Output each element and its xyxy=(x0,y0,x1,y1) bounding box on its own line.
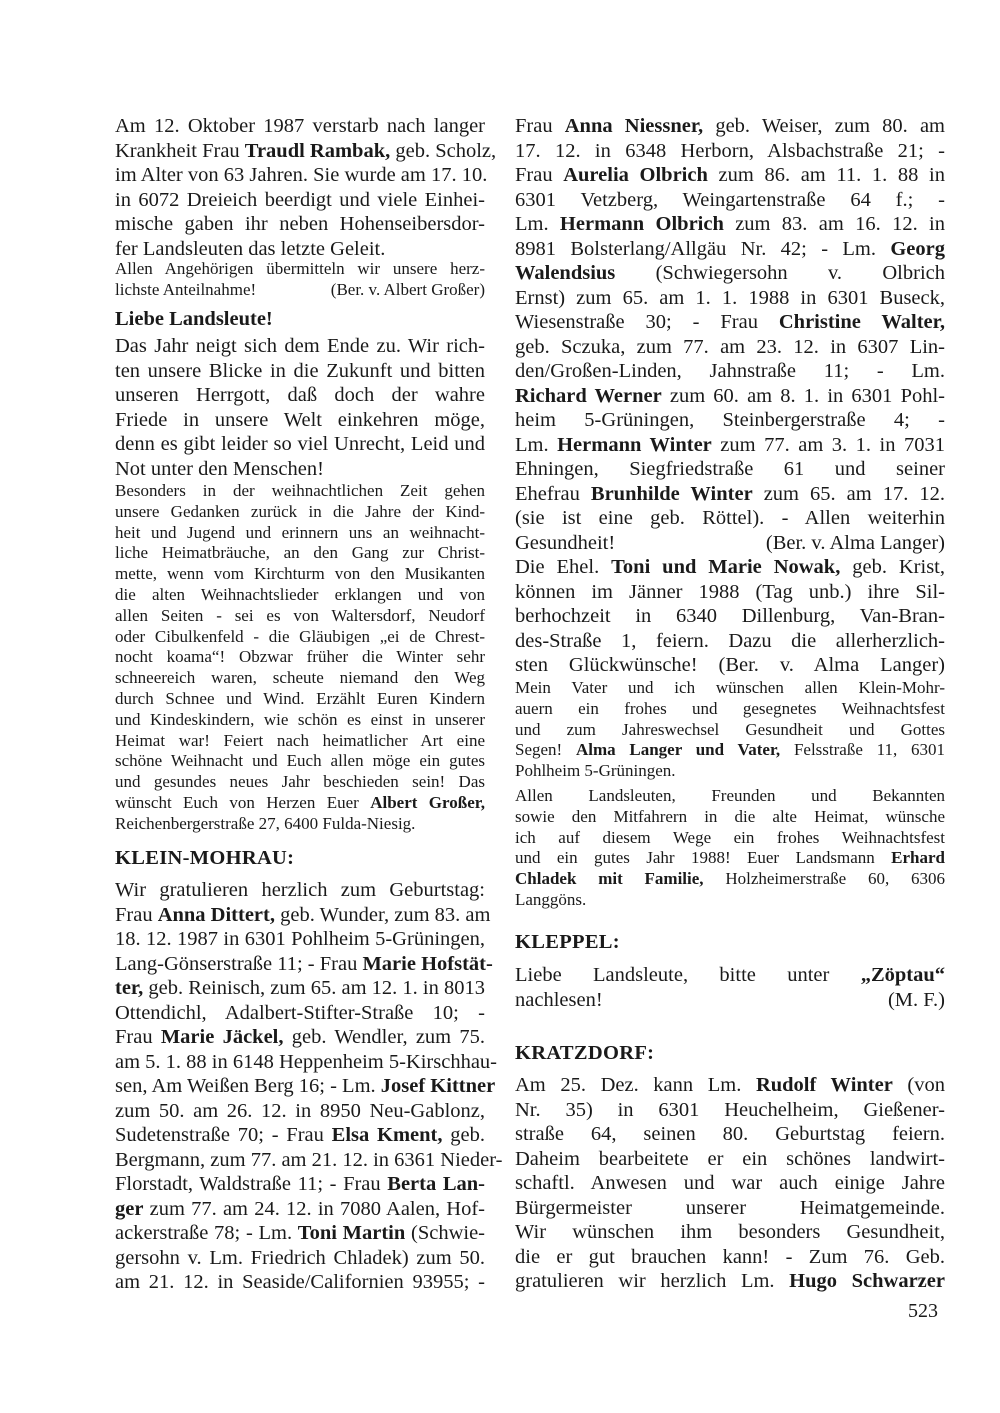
text-line: denn es gibt leider so viel Unrecht, Leid und xyxy=(115,433,485,455)
text-line: Wir gratulieren herzlich zum Geburtstag: xyxy=(115,879,485,901)
text-line: Frau Anna Dittert, geb. Wunder, zum 83. am xyxy=(115,903,491,926)
text-line: sen, Am Weißen Berg 16; - Lm. Josef Kittner xyxy=(115,1075,496,1097)
section-heading-kratzdorf: KRATZDORF: xyxy=(515,1042,655,1064)
text-line: Wiesenstraße 30; - Frau Christine Walter, xyxy=(515,311,945,333)
bold-name: Alma Langer und Vater, xyxy=(575,740,781,760)
chladek-greeting-paragraph xyxy=(515,786,945,911)
text-line: mette, wenn vom Kirchturm von den Musikanten xyxy=(115,564,485,584)
text-line: schaftl. Anwesen und war auch einige Jahre xyxy=(515,1172,945,1194)
text-line: Chladek mit Familie, Holzheimerstraße 60, 6306 xyxy=(515,869,945,889)
text-line: Allen Angehörigen übermitteln wir unsere herz- xyxy=(115,259,485,278)
bold-name: Aurelia Olbrich xyxy=(563,164,708,186)
text-line: am 21. 12. in Seaside/Californien 93955; - xyxy=(115,1271,485,1293)
text-line: 17. 12. in 6348 Herborn, Alsbachstraße 21; - xyxy=(515,139,945,162)
text-line: unsere Gedanken zurück in die Jahre der Kind- xyxy=(115,501,485,521)
bold-name: Marie Jäckel, xyxy=(160,1026,284,1048)
text-line: wünscht Euch von Herzen Euer Albert Großer, xyxy=(115,792,485,812)
attribution: (Ber. v. Alma Langer) xyxy=(765,531,945,554)
christmas-memories-paragraph xyxy=(115,481,485,835)
section-heading-liebe-landsleute: Liebe Landsleute! xyxy=(115,308,273,330)
bold-name: Josef Kittner xyxy=(380,1075,496,1097)
text-line: gersohn v. Lm. Friedrich Chladek) zum 50. xyxy=(115,1246,485,1269)
kleppel-paragraph xyxy=(515,963,945,1012)
text-line: Walendsius (Schwiegersohn v. Olbrich xyxy=(515,262,945,284)
bold-name: Marie Hofstät- xyxy=(362,952,493,975)
bold-name: Georg xyxy=(890,237,945,260)
section-heading-kleppel: KLEPPEL: xyxy=(515,931,620,953)
text-line: ten unsere Blicke in die Zukunft und bitten xyxy=(115,359,485,382)
text-line: Heimat war! Feiert nach heimatlicher Art eine xyxy=(115,730,485,750)
text-line: berhochzeit in 6340 Dillenburg, Van-Bran- xyxy=(515,605,945,627)
text-line: ackerstraße 78; - Lm. Toni Martin (Schwie- xyxy=(115,1222,485,1244)
text-line: am 5. 1. 88 in 6148 Heppenheim 5-Kirschhau- xyxy=(115,1050,498,1073)
line-text: Gesundheit! xyxy=(515,531,616,554)
obituary-paragraph xyxy=(115,114,497,261)
text-line: Das Jahr neigt sich dem Ende zu. Wir rich- xyxy=(115,335,485,357)
text-line: Frau Anna Niessner, geb. Weiser, zum 80. am xyxy=(515,115,946,137)
text-line: Frau Aurelia Olbrich zum 86. am 11. 1. 88 in xyxy=(515,164,945,186)
bold-name: Chladek mit Familie, xyxy=(515,869,704,889)
text-line: können im Jänner 1988 (Tag unb.) ihre Sil- xyxy=(515,580,945,603)
attribution: (M. F.) xyxy=(887,988,945,1011)
bold-name: ger xyxy=(115,1197,144,1220)
text-line: liche Heimatbräuche, an den Gang zur Christ- xyxy=(115,543,485,563)
text-line: 8981 Bolsterlang/Allgäu Nr. 42; - Lm. Georg xyxy=(515,237,945,260)
text-line xyxy=(515,531,945,556)
text-line: (sie ist eine geb. Röttel). - Allen weiterhin xyxy=(515,507,945,529)
bold-name: ter, xyxy=(115,977,144,999)
text-line: Ehefrau Brunhilde Winter zum 65. am 17. 12. xyxy=(515,482,946,505)
text-line: Lang-Gönserstraße 11; - Frau Marie Hofstät- xyxy=(115,952,493,975)
text-line: auern ein frohes und gesegnetes Weihnachtsfest xyxy=(515,698,945,718)
text-line: schneereich waren, scheute niemand den Weg xyxy=(115,668,485,688)
text-line: Segen! Alma Langer und Vater, Felsstraße 11, 6301 xyxy=(515,740,945,760)
text-line: und zum Jahreswechsel Gesundheit und Gottes xyxy=(515,719,945,739)
text-line: Krankheit Frau Traudl Rambak, geb. Scholz, xyxy=(115,139,497,162)
text-line: unseren Herrgott, daß doch der wahre xyxy=(115,384,485,406)
bold-name: Berta Lan- xyxy=(387,1173,485,1195)
line-text: lichste Anteilnahme! xyxy=(115,279,257,299)
text-line: nocht koama“! Obzwar früher die Winter sehr xyxy=(115,647,485,667)
bold-name: Hermann Olbrich xyxy=(559,213,724,235)
text-line: allen Seiten - sei es von Waltersdorf, Neudorf xyxy=(115,605,485,625)
text-line: Mein Vater und ich wünschen allen Klein-Mohr- xyxy=(515,678,945,697)
text-line: Pohlheim 5-Grüningen. xyxy=(515,761,676,781)
text-line: Daheim bearbeitete er ein schönes landwirt- xyxy=(515,1147,945,1170)
bold-name: Erhard xyxy=(891,848,945,868)
bold-name: Traudl Rambak, xyxy=(244,139,391,162)
christmas-greeting-paragraph xyxy=(115,334,485,481)
text-line: Friede in unsere Welt einkehren möge, xyxy=(115,408,485,431)
section-heading-klein-mohrau: KLEIN-MOHRAU: xyxy=(115,847,295,869)
text-line: 6301 Vetzberg, Weingartenstraße 64 f.; - xyxy=(515,188,945,211)
text-line: Bergmann, zum 77. am 21. 12. in 6361 Nieder- xyxy=(115,1148,503,1171)
text-line: ger zum 77. am 24. 12. in 7080 Aalen, Hof- xyxy=(115,1197,485,1220)
text-line: und ein gutes Jahr 1988! Euer Landsmann Erhard xyxy=(515,848,945,868)
text-line: und Kindeskindern, wie schön es einst in unserer xyxy=(115,709,485,729)
text-line: Liebe Landsleute, bitte unter „Zöptau“ xyxy=(515,964,945,986)
text-line: Ehningen, Siegfriedstraße 61 und seiner xyxy=(515,458,945,480)
text-line: Lm. Hermann Winter zum 77. am 3. 1. in 7031 xyxy=(515,433,946,456)
text-line: Florstadt, Waldstraße 11; - Frau Berta Lan- xyxy=(115,1173,485,1195)
text-line: ich auf diesem Wege ein frohes Weihnachtsfest xyxy=(515,827,945,847)
text-line: fer Landsleuten das letzte Geleit. xyxy=(115,237,386,260)
bold-name: Richard Werner xyxy=(515,384,662,407)
text-line: Frau Marie Jäckel, geb. Wendler, zum 75. xyxy=(115,1026,485,1048)
text-line: Allen Landsleuten, Freunden und Bekannten xyxy=(515,786,945,805)
text-line: Wir wünschen ihm besonders Gesundheit, xyxy=(515,1221,945,1243)
text-line xyxy=(515,988,945,1013)
text-line: heim 5-Grüningen, Steinbergerstraße 4; - xyxy=(515,409,945,431)
bold-name: Brunhilde Winter xyxy=(590,482,753,505)
bold-name: „Zöptau“ xyxy=(860,964,945,986)
text-line: durch Schnee und Wind. Erzählt Euren Kindern xyxy=(115,688,485,708)
text-line: in 6072 Dreieich beerdigt und viele Einhei- xyxy=(115,188,485,211)
text-line: Bürgermeister unserer Heimatgemeinde. xyxy=(515,1196,945,1219)
bold-name: Anna Niessner, xyxy=(564,115,704,137)
text-line: Richard Werner zum 60. am 8. 1. in 6301 Pohl- xyxy=(515,384,945,407)
text-line: Not unter den Menschen! xyxy=(115,457,324,480)
text-line: Nr. 35) in 6301 Heuchelheim, Gießener- xyxy=(515,1098,945,1121)
bold-name: Hugo Schwarzer xyxy=(789,1270,945,1292)
silver-wedding-paragraph xyxy=(515,555,945,678)
line-text: nachlesen! xyxy=(515,988,603,1011)
text-line: Besonders in der weihnachtlichen Zeit gehen xyxy=(115,481,485,500)
birthday-list-continued xyxy=(515,114,945,555)
text-line: straße 64, seinen 80. Geburtstag feiern. xyxy=(515,1123,945,1145)
text-line: des-Straße 1, feiern. Dazu die allerherzlich- xyxy=(515,629,945,652)
text-line: schöne Weihnacht und Euch allen möge ein gutes xyxy=(115,751,485,771)
text-line: gratulieren wir herzlich Lm. Hugo Schwarzer xyxy=(515,1270,945,1292)
bold-name: Elsa Kment, xyxy=(331,1124,443,1146)
bold-name: Walendsius xyxy=(515,262,616,284)
text-line: zum 50. am 26. 12. in 8950 Neu-Gablonz, xyxy=(115,1099,485,1122)
page-number: 523 xyxy=(908,1300,938,1322)
text-line: Am 25. Dez. kann Lm. Rudolf Winter (von xyxy=(515,1074,946,1096)
text-line: sten Glückwünsche! (Ber. v. Alma Langer) xyxy=(515,654,945,676)
text-line: die er gut brauchen kann! - Zum 76. Geb. xyxy=(515,1245,945,1268)
text-line: ter, geb. Reinisch, zum 65. am 12. 1. in 8013 xyxy=(115,977,485,999)
bold-name: Hermann Winter xyxy=(557,433,712,456)
text-line: mische gaben ihr neben Hohenseibersdor- xyxy=(115,213,485,235)
kratzdorf-paragraph xyxy=(515,1073,945,1294)
text-line: Am 12. Oktober 1987 verstarb nach langer xyxy=(115,115,485,137)
langer-greeting-paragraph xyxy=(515,678,945,782)
text-line xyxy=(115,280,485,301)
bold-name: Albert Großer, xyxy=(370,792,485,812)
bold-name: Toni Martin xyxy=(297,1222,406,1244)
text-line: Die Ehel. Toni und Marie Nowak, geb. Krist, xyxy=(515,556,945,578)
text-line: und gesundes neues Jahr beschieden sein! Das xyxy=(115,772,485,792)
text-line: Ottendichl, Adalbert-Stifter-Straße 10; - xyxy=(115,1001,485,1024)
birthday-list-paragraph xyxy=(115,878,503,1295)
condolence-note xyxy=(115,259,485,301)
text-line: die alten Weihnachtslieder erklangen und von xyxy=(115,584,485,604)
bold-name: Christine Walter, xyxy=(778,311,945,333)
bold-name: Rudolf Winter xyxy=(755,1074,893,1096)
bold-name: Anna Dittert, xyxy=(157,903,275,926)
text-line: heit und Jugend und erinnern uns an weihnacht- xyxy=(115,522,485,542)
text-line: Sudetenstraße 70; - Frau Elsa Kment, geb. xyxy=(115,1124,485,1146)
attribution: (Ber. v. Albert Großer) xyxy=(330,279,485,299)
text-line: Lm. Hermann Olbrich zum 83. am 16. 12. in xyxy=(515,213,945,235)
bold-name: Toni und Marie Nowak, xyxy=(611,556,841,578)
text-line: im Alter von 63 Jahren. Sie wurde am 17. 10. xyxy=(115,164,488,186)
text-line: den/Großen-Linden, Jahnstraße 11; - Lm. xyxy=(515,360,945,382)
text-line: sowie den Mitfahrern in die alte Heimat, wünsche xyxy=(515,806,945,826)
text-line: Reichenbergerstraße 27, 6400 Fulda-Niesig. xyxy=(115,813,416,833)
text-line: Langgöns. xyxy=(515,889,587,909)
text-line: geb. Sczuka, zum 77. am 23. 12. in 6307 Lin- xyxy=(515,335,945,358)
text-line: 18. 12. 1987 in 6301 Pohlheim 5-Grüningen, xyxy=(115,928,485,950)
text-line: Ernst) zum 65. am 1. 1. 1988 in 6301 Buseck, xyxy=(515,286,945,309)
text-line: oder Cibulkenfeld - die Gläubigen „ei de Chrest- xyxy=(115,626,485,646)
